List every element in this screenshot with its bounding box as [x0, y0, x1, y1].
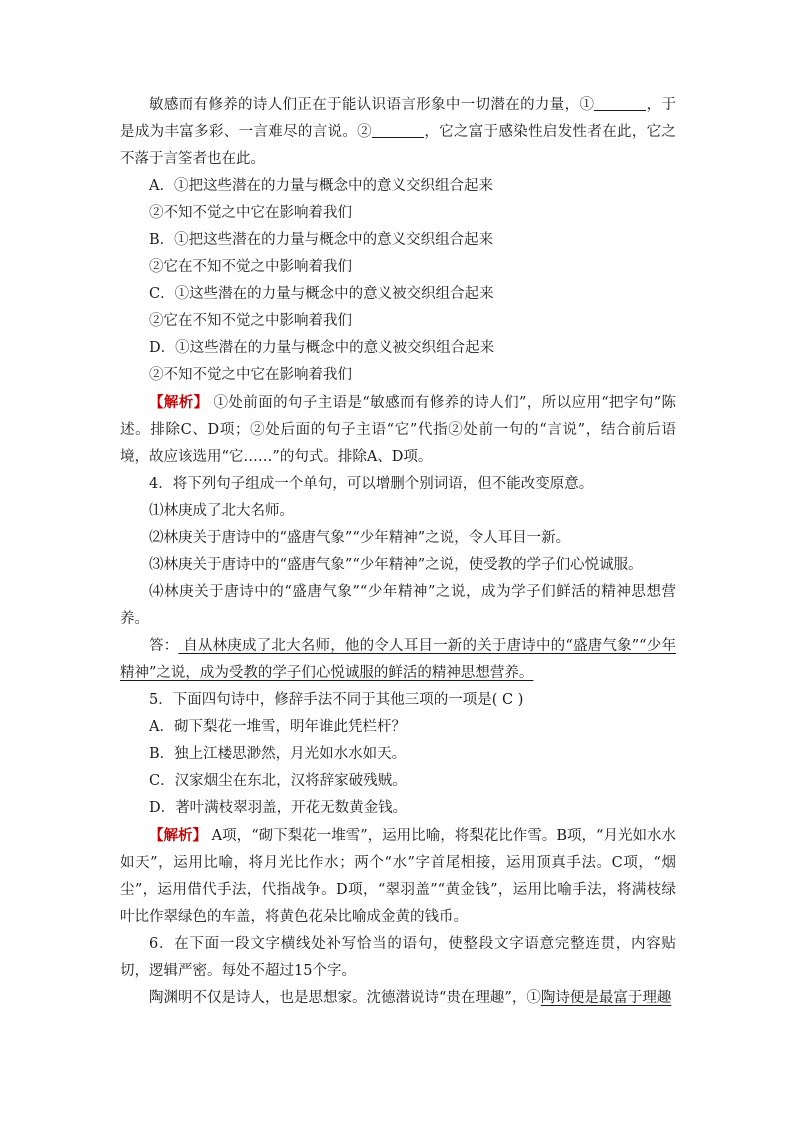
q3-option-a-2: ②不知不觉之中它在影响着我们: [149, 205, 352, 221]
q4-item-4: ⑷林庚关于唐诗中的“盛唐气象”“少年精神”之说，成为学子们鲜活的精神思想营养。: [120, 584, 676, 627]
q4-item-1: ⑴林庚成了北大名师。: [149, 503, 294, 519]
q3-option-d-1: D．①这些潜在的力量与概念中的意义被交织组合起来: [149, 340, 495, 356]
q6-passage: 陶渊明不仅是诗人，也是思想家。沈德潜说诗“贵在理趣”，①陶诗便是最富于理趣: [149, 990, 672, 1006]
blank-1: [594, 96, 646, 111]
q5-option-b: B．独上江楼思渺然，月光如水水如天。: [149, 746, 407, 762]
analysis-tag: 【解析】: [149, 827, 208, 844]
q3-option-b-2: ②它在不知不觉之中影响着我们: [149, 259, 352, 275]
q3-option-c-2: ②它在不知不觉之中影响着我们: [149, 313, 352, 329]
q5-option-c: C．汉家烟尘在东北，汉将辞家破残贼。: [149, 773, 407, 789]
q3-option-b-1: B．①把这些潜在的力量与概念中的意义交织组合起来: [149, 232, 494, 248]
q4-answer: 答： 自从林庚成了北大名师，他的令人耳目一新的关于唐诗中的“盛唐气象”“少年精神”之说，成为受教的学子们心悦诚服的鲜活的精神思想营养。: [120, 638, 676, 681]
document-page: [120, 92, 676, 1012]
q4-item-2: ⑵林庚关于唐诗中的“盛唐气象”“少年精神”之说，令人耳目一新。: [149, 530, 571, 546]
q4-answer-text: 自从林庚成了北大名师，他的令人耳目一新的关于唐诗中的“盛唐气象”“少年精神”之说，成为受教的学子们心悦诚服的鲜活的精神思想营养。: [120, 638, 676, 681]
blank-2: [372, 123, 424, 138]
q6-answer-1: 陶诗便是最富于理趣: [540, 990, 672, 1006]
q5-option-a: A．砌下梨花一堆雪，明年谁此凭栏杆？: [149, 719, 406, 735]
q5-analysis: 【解析】 A项，“砌下梨花一堆雪”，运用比喻，将梨花比作雪。B项，“月光如水水如天”，运用比喻，将月光比作水；两个“水”字首尾相接，运用顶真手法。C项，“烟尘”，运用借代手法，代指战争。D项，“翠羽盖”“黄金钱”，运用比喻手法，将满枝绿叶比作翠绿色的车盖，将黄色花朵比喻成金黄的钱币。: [120, 827, 676, 925]
q3-option-c-1: C．①这些潜在的力量与概念中的意义被交织组合起来: [149, 286, 494, 302]
q6-stem: 6．在下面一段文字横线处补写恰当的语句，使整段文字语意完整连贯，内容贴切，逻辑严密。每处不超过15个字。: [120, 936, 676, 979]
q4-stem: 4．将下列句子组成一个单句，可以增删个别词语，但不能改变原意。: [149, 476, 594, 492]
q4-item-3: ⑶林庚关于唐诗中的“盛唐气象”“少年精神”之说，使受教的学子们心悦诚服。: [149, 557, 643, 573]
q3-stem: 敏感而有修养的诗人们正在于能认识语言形象中一切潜在的力量，① ，于是成为丰富多彩、一言难尽的言说。② ，它之富于感染性启发性者在此，它之不落于言筌者也在此。: [120, 97, 676, 167]
q3-analysis: 【解析】 ①处前面的句子主语是“敏感而有修养的诗人们”，所以应用“把字句”陈述。排除C、D项；②处后面的句子主语“它”代指②处前一句的“言说”，结合前后语境，故应该选用“它……”的句式。排除A、D项。: [120, 394, 677, 465]
q3-option-a-1: A．①把这些潜在的力量与概念中的意义交织组合起来: [149, 178, 493, 194]
q5-stem: 5．下面四句诗中，修辞手法不同于其他三项的一项是( C ): [149, 692, 524, 708]
analysis-tag: 【解析】: [149, 394, 209, 411]
q3-option-d-2: ②不知不觉之中它在影响着我们: [149, 367, 352, 383]
q5-option-d: D．著叶满枝翠羽盖，开花无数黄金钱。: [149, 800, 408, 816]
